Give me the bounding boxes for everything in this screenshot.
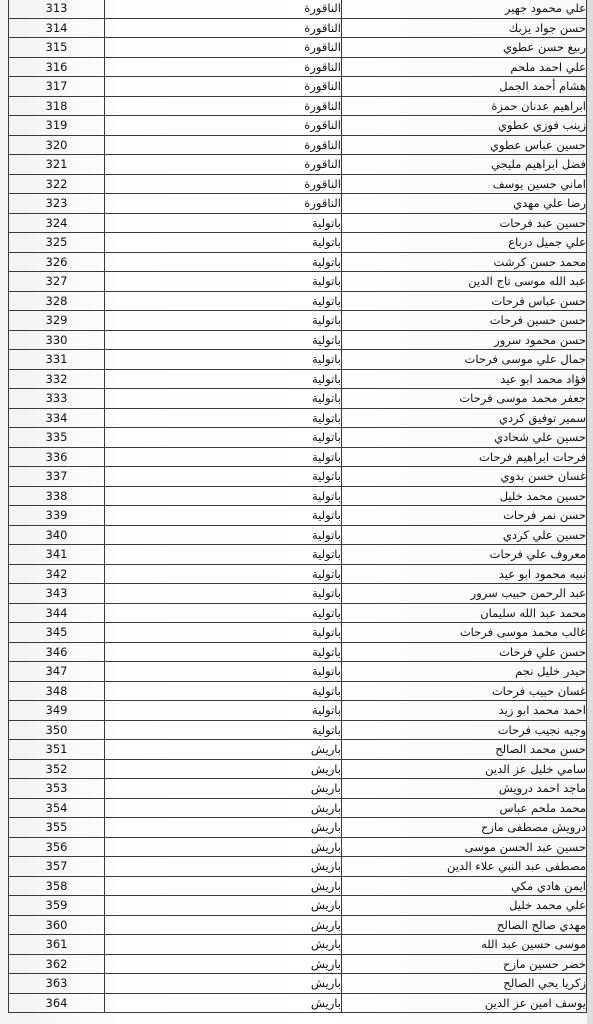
number-cell: 361 [9, 935, 105, 955]
village-cell: باريش [105, 915, 342, 935]
village-cell: الناقورة [105, 135, 342, 155]
number-cell: 358 [9, 876, 105, 896]
number-cell: 347 [9, 662, 105, 682]
village-cell: الناقورة [105, 116, 342, 136]
name-cell: درويش مصطفى مازح [342, 818, 587, 838]
number-cell: 359 [9, 896, 105, 916]
table-row [9, 681, 587, 701]
number-cell: 342 [9, 564, 105, 584]
table-row [9, 330, 587, 350]
number-cell: 337 [9, 467, 105, 487]
name-cell: حسن حسين فرحات [342, 311, 587, 331]
page-edge [587, 0, 593, 1024]
village-cell: باريش [105, 935, 342, 955]
table-row [9, 818, 587, 838]
name-cell: حسن محمد الصالح [342, 740, 587, 760]
village-cell: باتولية [105, 311, 342, 331]
number-cell: 321 [9, 155, 105, 175]
name-cell: غالب محمد موسى فرحات [342, 623, 587, 643]
table-row [9, 291, 587, 311]
village-cell: باريش [105, 896, 342, 916]
village-cell: باتولية [105, 681, 342, 701]
name-cell: احمد محمد ابو زيد [342, 701, 587, 721]
village-cell: باريش [105, 876, 342, 896]
village-cell: باتولية [105, 408, 342, 428]
number-cell: 341 [9, 545, 105, 565]
village-cell: الناقورة [105, 0, 342, 18]
table-row [9, 603, 587, 623]
table-row [9, 233, 587, 253]
name-cell: سمير توفيق كردي [342, 408, 587, 428]
number-cell: 314 [9, 18, 105, 38]
name-cell: عبد الله موسى تاج الدين [342, 272, 587, 292]
village-cell: باتولية [105, 291, 342, 311]
table-row [9, 428, 587, 448]
name-cell: معروف علي فرحات [342, 545, 587, 565]
village-cell: باريش [105, 818, 342, 838]
village-cell: باريش [105, 779, 342, 799]
village-cell: باتولية [105, 623, 342, 643]
number-cell: 313 [9, 0, 105, 18]
number-cell: 328 [9, 291, 105, 311]
table-row [9, 954, 587, 974]
number-cell: 352 [9, 759, 105, 779]
village-cell: الناقورة [105, 18, 342, 38]
table-row [9, 96, 587, 116]
name-cell: زينب فوزي عطوي [342, 116, 587, 136]
table-row [9, 974, 587, 994]
table-row [9, 506, 587, 526]
number-cell: 326 [9, 252, 105, 272]
table-row [9, 174, 587, 194]
name-cell: غسان حسن بدوي [342, 467, 587, 487]
village-cell: باريش [105, 759, 342, 779]
table-row [9, 545, 587, 565]
table-row [9, 915, 587, 935]
number-cell: 346 [9, 642, 105, 662]
table-row [9, 564, 587, 584]
village-cell: باتولية [105, 252, 342, 272]
village-cell: باريش [105, 798, 342, 818]
table-row [9, 194, 587, 214]
number-cell: 322 [9, 174, 105, 194]
name-cell: رضا علي مهدي [342, 194, 587, 214]
village-cell: الناقورة [105, 77, 342, 97]
table-row [9, 116, 587, 136]
number-cell: 330 [9, 330, 105, 350]
table-row [9, 369, 587, 389]
names-table [8, 0, 587, 1013]
name-cell: علي محمد خليل [342, 896, 587, 916]
table-row [9, 408, 587, 428]
name-cell: محمد ملحم عباس [342, 798, 587, 818]
number-cell: 345 [9, 623, 105, 643]
number-cell: 336 [9, 447, 105, 467]
table-row [9, 857, 587, 877]
number-cell: 343 [9, 584, 105, 604]
village-cell: باريش [105, 837, 342, 857]
village-cell: باتولية [105, 525, 342, 545]
table-row [9, 486, 587, 506]
table-row [9, 798, 587, 818]
name-cell: حسين عباس عطوي [342, 135, 587, 155]
village-cell: باتولية [105, 506, 342, 526]
name-cell: خضر حسين مازح [342, 954, 587, 974]
table-row [9, 759, 587, 779]
number-cell: 333 [9, 389, 105, 409]
name-cell: موسى حسين عبد الله [342, 935, 587, 955]
name-cell: محمد عبد الله سليمان [342, 603, 587, 623]
number-cell: 325 [9, 233, 105, 253]
table-row [9, 584, 587, 604]
name-cell: اماني حسين يوسف [342, 174, 587, 194]
table-row [9, 18, 587, 38]
name-cell: محمد حسن كرشت [342, 252, 587, 272]
village-cell: باريش [105, 857, 342, 877]
name-cell: عبد الرحمن حبيب سرور [342, 584, 587, 604]
name-cell: حسن نمر فرحات [342, 506, 587, 526]
table-row [9, 0, 587, 18]
number-cell: 339 [9, 506, 105, 526]
number-cell: 355 [9, 818, 105, 838]
number-cell: 332 [9, 369, 105, 389]
number-cell: 340 [9, 525, 105, 545]
table-row [9, 837, 587, 857]
name-cell: حسن محمود سرور [342, 330, 587, 350]
number-cell: 363 [9, 974, 105, 994]
name-cell: حسين عبد فرحات [342, 213, 587, 233]
number-cell: 354 [9, 798, 105, 818]
village-cell: باتولية [105, 233, 342, 253]
village-cell: باتولية [105, 389, 342, 409]
name-cell: وجيه نجيب فرحات [342, 720, 587, 740]
number-cell: 318 [9, 96, 105, 116]
number-cell: 344 [9, 603, 105, 623]
table-row [9, 77, 587, 97]
village-cell: الناقورة [105, 96, 342, 116]
table-row [9, 525, 587, 545]
name-cell: علي محمود جهير [342, 0, 587, 18]
number-cell: 349 [9, 701, 105, 721]
name-cell: سامي خليل عز الدين [342, 759, 587, 779]
village-cell: باتولية [105, 467, 342, 487]
village-cell: باتولية [105, 701, 342, 721]
number-cell: 324 [9, 213, 105, 233]
table-row [9, 876, 587, 896]
village-cell: باتولية [105, 662, 342, 682]
name-cell: ابراهيم عدنان حمزة [342, 96, 587, 116]
village-cell: باريش [105, 993, 342, 1013]
name-cell: حسين علي شحادي [342, 428, 587, 448]
name-cell: جعفر محمد موسى فرحات [342, 389, 587, 409]
village-cell: باتولية [105, 330, 342, 350]
number-cell: 315 [9, 38, 105, 58]
village-cell: باتولية [105, 564, 342, 584]
village-cell: باريش [105, 974, 342, 994]
number-cell: 351 [9, 740, 105, 760]
name-cell: حسن عباس فرحات [342, 291, 587, 311]
village-cell: باتولية [105, 603, 342, 623]
table-row [9, 642, 587, 662]
number-cell: 362 [9, 954, 105, 974]
name-cell: علي جميل درباع [342, 233, 587, 253]
table-row [9, 779, 587, 799]
name-cell: ربيع حسن عطوي [342, 38, 587, 58]
number-cell: 334 [9, 408, 105, 428]
name-cell: فرحات ابراهيم فرحات [342, 447, 587, 467]
table-row [9, 311, 587, 331]
village-cell: الناقورة [105, 38, 342, 58]
village-cell: باتولية [105, 545, 342, 565]
number-cell: 319 [9, 116, 105, 136]
table-row [9, 135, 587, 155]
number-cell: 356 [9, 837, 105, 857]
number-cell: 353 [9, 779, 105, 799]
table-row [9, 467, 587, 487]
village-cell: باتولية [105, 584, 342, 604]
table-row [9, 38, 587, 58]
village-cell: باتولية [105, 720, 342, 740]
number-cell: 360 [9, 915, 105, 935]
table-row [9, 447, 587, 467]
name-cell: حيدر خليل نجم [342, 662, 587, 682]
village-cell: باتولية [105, 428, 342, 448]
name-cell: حسين علي كردي [342, 525, 587, 545]
name-cell: حسين عبد الحسن موسى [342, 837, 587, 857]
name-cell: ماجد احمد درويش [342, 779, 587, 799]
name-cell: مصطفى عبد النبي علاء الدين [342, 857, 587, 877]
village-cell: باريش [105, 740, 342, 760]
table-row [9, 935, 587, 955]
number-cell: 316 [9, 57, 105, 77]
table-body [9, 0, 587, 1013]
village-cell: باتولية [105, 642, 342, 662]
name-cell: علي احمد ملحم [342, 57, 587, 77]
table-row [9, 740, 587, 760]
name-cell: زكريا يحي الصالح [342, 974, 587, 994]
village-cell: باريش [105, 954, 342, 974]
village-cell: باتولية [105, 272, 342, 292]
village-cell: باتولية [105, 350, 342, 370]
village-cell: باتولية [105, 486, 342, 506]
table-row [9, 389, 587, 409]
number-cell: 329 [9, 311, 105, 331]
village-cell: الناقورة [105, 57, 342, 77]
village-cell: باتولية [105, 213, 342, 233]
name-cell: ايمن هادي مكي [342, 876, 587, 896]
number-cell: 323 [9, 194, 105, 214]
table-row [9, 272, 587, 292]
number-cell: 338 [9, 486, 105, 506]
table-row [9, 252, 587, 272]
name-cell: حسين محمد خليل [342, 486, 587, 506]
name-cell: هشام أحمد الجمل [342, 77, 587, 97]
table-row [9, 623, 587, 643]
table-row [9, 350, 587, 370]
name-cell: يوسف امين عز الدين [342, 993, 587, 1013]
name-cell: مهدي صالح الصالح [342, 915, 587, 935]
table-row [9, 57, 587, 77]
village-cell: الناقورة [105, 155, 342, 175]
name-cell: حسن علي فرحات [342, 642, 587, 662]
number-cell: 357 [9, 857, 105, 877]
number-cell: 320 [9, 135, 105, 155]
name-cell: جمال علي موسى فرحات [342, 350, 587, 370]
village-cell: باتولية [105, 369, 342, 389]
table-row [9, 896, 587, 916]
name-cell: حسن جواد يزبك [342, 18, 587, 38]
village-cell: الناقورة [105, 174, 342, 194]
name-cell: نبيه محمود ابو عيد [342, 564, 587, 584]
number-cell: 348 [9, 681, 105, 701]
name-cell: فضل ابراهيم مليجي [342, 155, 587, 175]
number-cell: 327 [9, 272, 105, 292]
table-row [9, 993, 587, 1013]
name-cell: غسان حبيب فرحات [342, 681, 587, 701]
number-cell: 364 [9, 993, 105, 1013]
table-row [9, 155, 587, 175]
name-cell: فؤاد محمد ابو عيد [342, 369, 587, 389]
table-row [9, 701, 587, 721]
table-row [9, 720, 587, 740]
table-row [9, 662, 587, 682]
number-cell: 317 [9, 77, 105, 97]
table-row [9, 213, 587, 233]
number-cell: 331 [9, 350, 105, 370]
number-cell: 350 [9, 720, 105, 740]
village-cell: باتولية [105, 447, 342, 467]
village-cell: الناقورة [105, 194, 342, 214]
number-cell: 335 [9, 428, 105, 448]
